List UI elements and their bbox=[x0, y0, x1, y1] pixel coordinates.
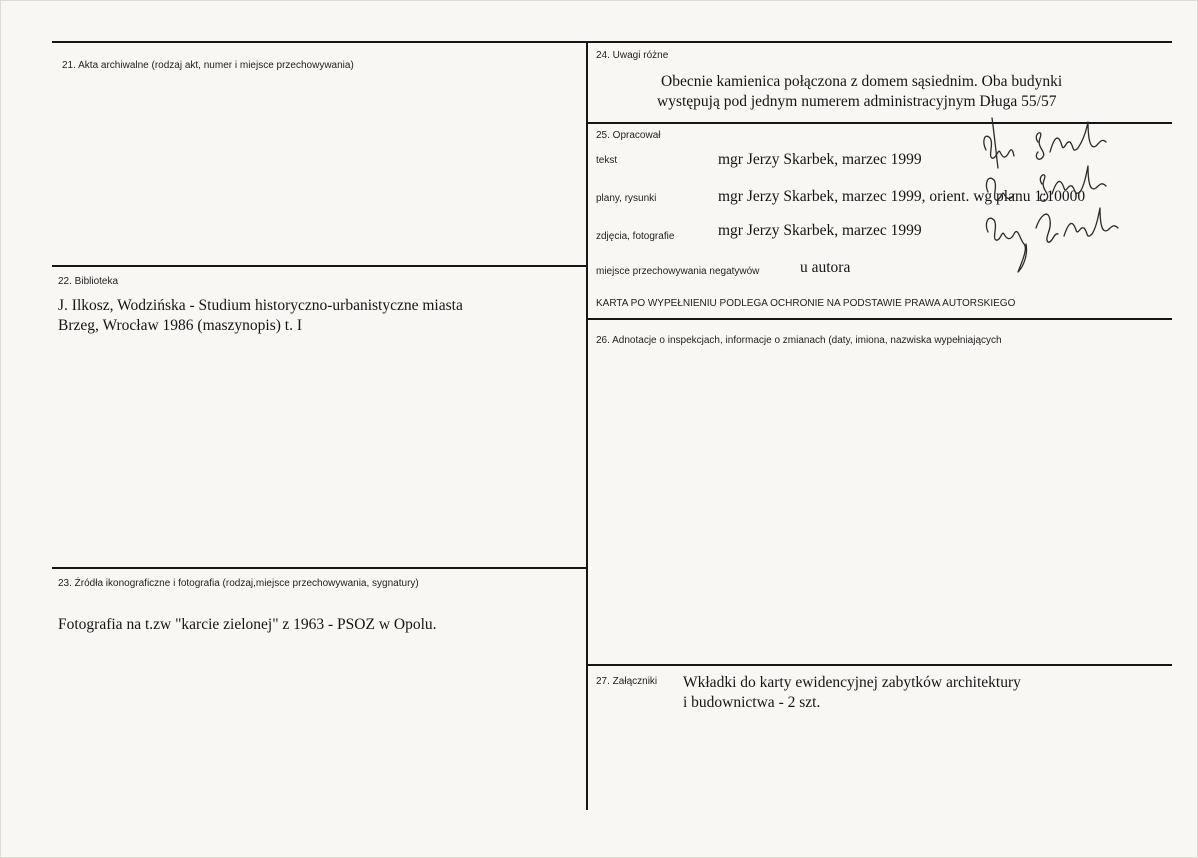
section-24-line-1: Obecnie kamienica połączona z domem sąsiednim. Oba budynki bbox=[661, 73, 1063, 90]
section-22-line-2: Brzeg, Wrocław 1986 (maszynopis) t. I bbox=[58, 317, 303, 334]
author-text-value: mgr Jerzy Skarbek, marzec 1999 bbox=[718, 151, 922, 168]
signature-photos-author bbox=[978, 196, 1128, 278]
section-21-label: 21. Akta archiwalne (rodzaj akt, numer i miejsce przechowywania) bbox=[62, 60, 354, 71]
section-24-label: 24. Uwagi różne bbox=[596, 50, 669, 61]
section-23-label: 23. Źródła ikonograficzne i fotografia (rodzaj,miejsce przechowywania, sygnatury) bbox=[58, 578, 419, 589]
rule-25-26 bbox=[587, 318, 1172, 320]
section-22-line-1: J. Ilkosz, Wodzińska - Studium historyczno-urbanistyczne miasta bbox=[58, 297, 463, 314]
section-27-line-2: i budownictwa - 2 szt. bbox=[683, 694, 821, 711]
section-24-line-2: występują pod jednym numerem administracyjnym Długa 55/57 bbox=[657, 93, 1057, 110]
negatives-location-value: u autora bbox=[800, 259, 851, 276]
section-22-label: 22. Biblioteka bbox=[58, 276, 119, 287]
top-rule bbox=[52, 41, 1172, 43]
author-plans-value: mgr Jerzy Skarbek, marzec 1999, orient. wg planu 1:10000 bbox=[718, 188, 1086, 205]
rule-21-22 bbox=[52, 265, 587, 267]
copyright-note: KARTA PO WYPEŁNIENIU PODLEGA OCHRONIE NA PODSTAWIE PRAWA AUTORSKIEGO bbox=[596, 298, 1016, 309]
author-text-label: tekst bbox=[596, 155, 618, 166]
section-25-label: 25. Opracował bbox=[596, 130, 661, 141]
negatives-location-label: miejsce przechowywania negatywów bbox=[596, 266, 760, 277]
section-23-value: Fotografia na t.zw "karcie zielonej" z 1963 - PSOZ w Opolu. bbox=[58, 616, 437, 633]
center-divider bbox=[586, 41, 588, 810]
author-photos-value: mgr Jerzy Skarbek, marzec 1999 bbox=[718, 222, 922, 239]
section-27-label: 27. Załączniki bbox=[596, 676, 658, 687]
section-26-label: 26. Adnotacje o inspekcjach, informacje o zmianach (daty, imiona, nazwiska wypełniających bbox=[596, 335, 1002, 346]
author-photos-label: zdjęcia, fotografie bbox=[596, 231, 675, 242]
rule-26-27 bbox=[587, 664, 1172, 666]
section-27-line-1: Wkładki do karty ewidencyjnej zabytków architektury bbox=[683, 674, 1021, 691]
author-plans-label: plany, rysunki bbox=[596, 193, 657, 204]
rule-22-23 bbox=[52, 567, 587, 569]
